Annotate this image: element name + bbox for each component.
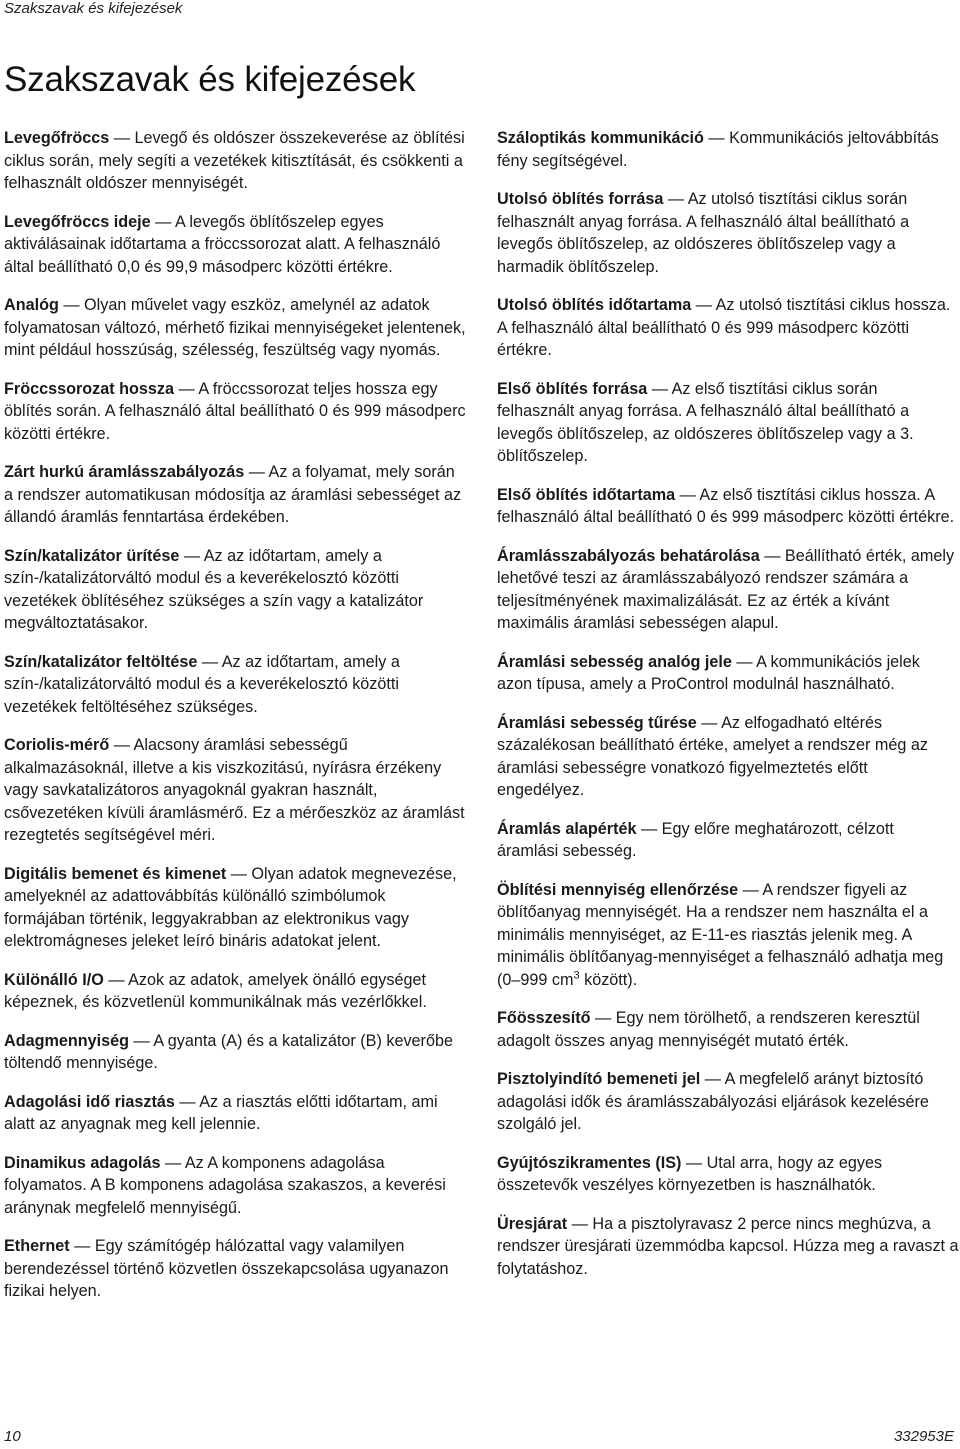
glossary-term: Digitális bemenet és kimenet [4,864,227,883]
glossary-entry [497,484,959,529]
glossary-entry [4,734,466,847]
term-dash: — [636,819,662,838]
glossary-entry [4,969,466,1014]
term-dash: — [590,1009,616,1027]
glossary-definition: Beállítható érték, amely lehetővé teszi az áramlásszabályozó rendszer számára a teljesítményének maximalizálását. Ez az érték a kívánt maximális áramlási sebességen alapul. [497,546,955,632]
glossary-term: Levegőfröccs ideje [4,212,151,231]
glossary-term: Első öblítés forrása [497,379,648,398]
glossary-definition: A gyanta (A) és a katalizátor (B) keverőbe töltendő mennyisége. [4,1031,453,1072]
term-dash: — [58,296,85,314]
glossary-definition: Az első tisztítási ciklus hossza. A felhasználó által beállítható 0 és 999 másodperc közötti értékre. [497,485,955,526]
glossary-definition: Az az időtartam, amely a szín-/katalizátorváltó modul és a keverékelosztó közötti vezetékek öblítéséhez szükséges a szín vagy a katalizátor megváltoztatásakor. [4,546,424,632]
glossary-definition: Egy előre meghatározott, célzott áramlási sebesség. [497,819,894,860]
glossary-term: Száloptikás kommunikáció [497,129,704,147]
term-dash: — [150,212,175,231]
glossary-entry [497,188,959,278]
glossary-entry [497,1152,959,1197]
glossary-definition: Az a riasztás előtti időtartam, ami alatt az anyagnak meg kell jelennie. [4,1092,438,1133]
glossary-term: Coriolis-mérő [4,736,110,754]
glossary-definition: Olyan adatok megnevezése, amelyeknél az adattovábbítás különálló szimbólumok formájában történik, leggyakrabban az elektronikus vagy elektromágneses jeleket leíró bináris adatokat jelent. [4,864,457,950]
glossary-term: Áramlási sebesség analóg jele [497,652,732,671]
page-title: Szakszavak és kifejezések [4,60,416,99]
glossary-entry [4,127,466,195]
glossary-term: Áramlás alapérték [497,819,637,838]
glossary-term: Különálló I/O [4,970,104,989]
glossary-definition: A kommunikációs jelek azon típusa, amely a ProControl modulnál használható. [497,652,920,693]
left-column [4,127,466,1319]
term-dash: — [681,1153,707,1172]
glossary-entry [497,818,959,863]
term-dash: — [160,1153,185,1172]
glossary-entry [497,127,959,172]
term-dash: — [179,546,204,565]
term-dash: — [663,190,688,208]
document-number: 332953E [893,1428,954,1445]
glossary-definition: Ha a pisztolyravasz 2 perce nincs meghúzva, a rendszer üresjárati üzemmódba kapcsol. Húzza meg a ravaszt a folytatáshoz. [497,1214,959,1278]
glossary-entry [497,545,959,635]
term-dash: — [738,880,763,899]
term-dash: — [703,129,730,147]
glossary-definition: Alacsony áramlási sebességű alkalmazásoknál, illetve a kis viszkozitású, nyírásra érzékeny vagy savkatalizátoros anyagoknál gyakran használt, csővezetéken kívüli áramlásmérő. Ez a mérőeszköz az áramlást rezegtetés segítségével méri. [4,736,465,844]
term-dash: — [197,652,222,671]
term-dash: — [226,864,252,883]
unit-superscript: 3 [573,969,580,982]
glossary-term: Zárt hurkú áramlásszabályozás [4,463,245,481]
glossary-definition: A megfelelő arányt biztosító adagolási idők és áramlásszabályozási eljárások kezelésére szolgáló jel. [497,1070,929,1133]
glossary-entry [4,378,466,446]
term-dash: — [69,1237,95,1255]
term-dash: — [244,463,269,481]
glossary-entry [497,651,959,696]
glossary-definition: A fröccssorozat teljes hossza egy öblítés során. A felhasználó által beállítható 0 és 999 másodperc közötti értékre. [4,379,466,443]
glossary-entry [4,545,466,635]
glossary-term: Adagolási idő riasztás [4,1092,175,1111]
glossary-term: Adagmennyiség [4,1031,130,1050]
glossary-term: Ethernet [4,1237,70,1255]
glossary-entry [497,1213,959,1281]
glossary-entry [4,651,466,719]
glossary-definition: Olyan művelet vagy eszköz, amelynél az adatok folyamatosan változó, mérhető fizikai mennyiségeket jelentenek, mint például hosszúság, szélesség, feszültség vagy nyomás. [4,296,466,359]
term-dash: — [700,1070,725,1088]
glossary-definition: Egy nem törölhető, a rendszeren keresztül adagolt összes anyag mennyiségét mutató érték. [497,1009,920,1050]
glossary-entry [4,863,466,953]
glossary-term: Utolsó öblítés forrása [497,190,664,208]
glossary-term: Szín/katalizátor feltöltése [4,652,198,671]
glossary-definition: Az A komponens adagolása folyamatos. A B komponens adagolása szakaszos, a keverési aránynak megfelelő mennyiségű. [4,1153,446,1217]
glossary-term: Dinamikus adagolás [4,1153,161,1172]
glossary-definition: Az utolsó tisztítási ciklus során felhasznált anyag forrása. A felhasználó által beállítható a levegős öblítőszelep, az oldószeres öblítőszelep vagy a harmadik öblítőszelep. [497,190,910,276]
glossary-term: Áramlásszabályozás behatárolása [497,546,760,565]
glossary-entry [4,1152,466,1220]
glossary-entry [497,1007,959,1052]
term-dash: — [647,379,672,398]
glossary-term: Öblítési mennyiség ellenőrzése [497,880,739,899]
glossary-term: Pisztolyindító bemeneti jel [497,1070,701,1088]
term-dash: — [731,652,757,671]
term-dash: — [109,129,135,147]
glossary-entry [4,294,466,362]
glossary-definition: A rendszer figyeli az öblítőanyag mennyiségét. Ha a rendszer nem használta el a minimális mennyiséget, az E-11-es riasztás jelenik meg. A minimális öblítőanyag-mennyiséget a felhasználó adhatja meg (0–999 cm [497,880,944,989]
glossary-term: Analóg [4,296,59,314]
glossary-definition: Egy számítógép hálózattal vagy valamilyen berendezéssel történő közvetlen összekapcsolása ugyanazon fizikai helyen. [4,1237,449,1300]
term-dash: — [675,485,700,504]
term-dash: — [129,1031,154,1050]
glossary-definition: Az elfogadható eltérés százalékosan beállítható értéke, amelyet a rendszer még az áramlási sebességre vonatkozó figyelmeztetés előtt engedélyez. [497,713,929,799]
glossary-entry [497,294,959,362]
glossary-term: Levegőfröccs [4,129,110,147]
term-dash: — [696,713,722,732]
term-dash: — [174,379,199,398]
glossary-definition: Az az időtartam, amely a szín-/katalizátorváltó modul és a keverékelosztó közötti vezetékek feltöltéséhez szükséges. [4,652,400,716]
glossary-definition: A levegős öblítőszelep egyes aktiválásainak időtartama a fröccssorozat alatt. A felhasználó által beállítható 0,0 és 99,9 másodperc közötti értékre. [4,212,441,276]
glossary-definition: Az a folyamat, mely során a rendszer automatikusan módosítja az áramlási sebességet az állandó áramlás fenntartása érdekében. [4,463,462,526]
glossary-term: Főösszesítő [497,1009,591,1027]
glossary-term: Gyújtószikramentes (IS) [497,1153,682,1172]
glossary-definition-tail: között). [579,970,638,989]
term-dash: — [103,970,129,989]
glossary-entry [497,1068,959,1136]
glossary-entry [4,461,466,529]
glossary-term: Fröccssorozat hossza [4,379,175,398]
glossary-definition: Az utolsó tisztítási ciklus hossza. A felhasználó által beállítható 0 és 999 másodperc közötti értékre. [497,296,951,359]
glossary-entry [4,1091,466,1136]
term-dash: — [567,1214,593,1233]
glossary-term: Utolsó öblítés időtartama [497,296,692,314]
glossary-term: Szín/katalizátor ürítése [4,546,180,565]
glossary-entry [4,1235,466,1303]
glossary-term: Első öblítés időtartama [497,485,676,504]
page-number: 10 [4,1428,21,1445]
glossary-entry [497,378,959,468]
term-dash: — [691,296,716,314]
right-column [497,127,959,1296]
glossary-term: Áramlási sebesség tűrése [497,713,697,732]
running-header: Szakszavak és kifejezések [4,0,183,17]
glossary-definition: Utal arra, hogy az egyes összetevők veszélyes környezetben is használhatók. [497,1153,883,1194]
glossary-definition: Kommunikációs jeltovábbítás fény segítségével. [497,129,939,170]
term-dash: — [174,1092,200,1111]
glossary-definition: Levegő és oldószer összekeverése az öblítési ciklus során, mely segíti a vezetékek kitisztítását, és csökkenti a felhasznált oldószer mennyiségét. [4,129,465,192]
glossary-term: Üresjárat [497,1214,568,1233]
glossary-entry [4,1030,466,1075]
glossary-definition: Az első tisztítási ciklus során felhasznált anyag forrása. A felhasználó által beállítható a levegős öblítőszelep, az oldószeres öblítőszelep vagy a 3. öblítőszelep. [497,379,914,465]
glossary-entry [497,879,959,992]
glossary-definition: Azok az adatok, amelyek önálló egységet képeznek, és közvetlenül kommunikálnak más vezérlőkkel. [4,970,427,1011]
glossary-entry [4,211,466,279]
term-dash: — [109,736,134,754]
term-dash: — [759,546,785,565]
glossary-entry [497,712,959,802]
